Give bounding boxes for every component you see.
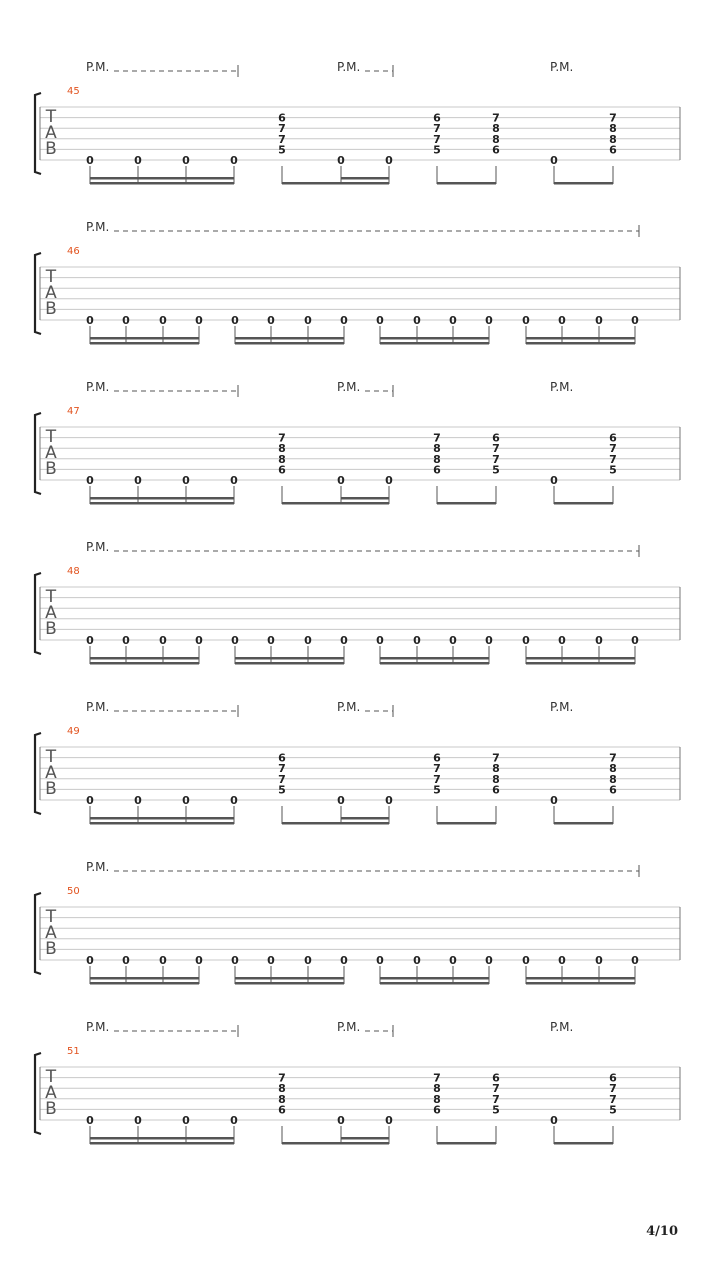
fret-number: 0 (337, 154, 345, 167)
fret-number: 7 (609, 1082, 617, 1096)
fret-number: 0 (558, 954, 566, 967)
fret-number: 5 (609, 1103, 617, 1117)
fret-number: 0 (385, 794, 393, 807)
tab-clef-letter: A (45, 443, 57, 463)
tab-clef-letter: A (45, 603, 57, 623)
fret-number: 7 (433, 431, 441, 445)
beam-eighth (554, 182, 613, 185)
fret-number: 5 (278, 783, 286, 797)
fret-number: 6 (433, 463, 441, 477)
fret-number: 0 (449, 954, 457, 967)
fret-number: 0 (631, 634, 639, 647)
fret-number: 0 (230, 474, 238, 487)
fret-number: 7 (278, 431, 286, 445)
fret-number: 0 (631, 314, 639, 327)
fret-number: 0 (134, 154, 142, 167)
tab-clef-letter: T (45, 107, 57, 127)
fret-number: 7 (278, 132, 286, 146)
palm-mute-label: P.M. (86, 220, 110, 234)
fret-number: 8 (278, 1082, 286, 1096)
fret-number: 0 (413, 314, 421, 327)
fret-number: 8 (278, 452, 286, 466)
fret-number: 0 (267, 634, 275, 647)
fret-number: 0 (86, 154, 94, 167)
fret-number: 0 (122, 634, 130, 647)
fret-number: 0 (485, 314, 493, 327)
fret-number: 7 (492, 1092, 500, 1106)
fret-number: 0 (231, 634, 239, 647)
beam-sixteenth-partial (341, 822, 389, 825)
palm-mute-label: P.M. (550, 60, 574, 74)
beam-sixteenth-group (90, 182, 234, 185)
beam-sixteenth-group (380, 342, 489, 345)
fret-number: 5 (609, 463, 617, 477)
fret-number: 0 (86, 474, 94, 487)
fret-number: 6 (609, 783, 617, 797)
fret-number: 8 (609, 132, 617, 146)
tab-clef-letter: A (45, 123, 57, 143)
fret-number: 7 (433, 132, 441, 146)
beam-eighth (437, 502, 496, 505)
fret-number: 0 (413, 954, 421, 967)
fret-number: 8 (278, 1092, 286, 1106)
tab-clef-letter: A (45, 283, 57, 303)
fret-number: 0 (376, 314, 384, 327)
fret-number: 0 (340, 634, 348, 647)
tab-clef-letter: T (45, 1067, 57, 1087)
fret-number: 0 (522, 954, 530, 967)
beam-eighth (437, 1142, 496, 1145)
fret-number: 7 (278, 762, 286, 776)
fret-number: 0 (267, 314, 275, 327)
tab-system (35, 540, 680, 665)
palm-mute-label: P.M. (550, 1020, 574, 1034)
fret-number: 0 (595, 314, 603, 327)
fret-number: 0 (522, 634, 530, 647)
fret-number: 0 (195, 954, 203, 967)
beam-sixteenth-partial (341, 502, 389, 505)
beam-sixteenth-group (526, 982, 635, 985)
fret-number: 6 (609, 431, 617, 445)
fret-number: 0 (267, 954, 275, 967)
beam-sixteenth-group (526, 342, 635, 345)
beam-sixteenth-group (235, 337, 344, 340)
fret-number: 6 (492, 431, 500, 445)
beam-eighth (554, 502, 613, 505)
fret-number: 8 (609, 762, 617, 776)
beam-sixteenth-group (90, 977, 199, 980)
beam-sixteenth-partial (341, 1137, 389, 1140)
tab-clef-letter: A (45, 923, 57, 943)
palm-mute-label: P.M. (337, 60, 361, 74)
tab-clef-letter: A (45, 1083, 57, 1103)
beam-sixteenth-group (526, 662, 635, 665)
fret-number: 0 (86, 1114, 94, 1127)
palm-mute-label: P.M. (86, 860, 110, 874)
fret-number: 0 (134, 474, 142, 487)
tab-clef-letter: T (45, 267, 57, 287)
fret-number: 0 (376, 954, 384, 967)
fret-number: 0 (337, 474, 345, 487)
beam-sixteenth-group (380, 657, 489, 660)
fret-number: 0 (195, 314, 203, 327)
beam-sixteenth-group (90, 822, 234, 825)
fret-number: 6 (492, 783, 500, 797)
beam-eighth (437, 822, 496, 825)
fret-number: 0 (230, 1114, 238, 1127)
beam-sixteenth-group (380, 337, 489, 340)
fret-number: 6 (433, 111, 441, 125)
fret-number: 6 (278, 111, 286, 125)
beam-sixteenth-group (380, 982, 489, 985)
beam-sixteenth-group (90, 497, 234, 500)
fret-number: 0 (550, 794, 558, 807)
tab-clef-letter: B (45, 139, 57, 159)
fret-number: 0 (86, 634, 94, 647)
tab-clef-letter: B (45, 299, 57, 319)
fret-number: 0 (522, 314, 530, 327)
fret-number: 0 (231, 314, 239, 327)
fret-number: 8 (609, 122, 617, 136)
fret-number: 7 (492, 111, 500, 125)
fret-number: 0 (122, 314, 130, 327)
fret-number: 0 (304, 954, 312, 967)
fret-number: 0 (558, 634, 566, 647)
beam-sixteenth-group (235, 982, 344, 985)
measure-number: 49 (67, 726, 80, 737)
fret-number: 0 (485, 954, 493, 967)
beam-sixteenth-group (235, 342, 344, 345)
fret-number: 0 (86, 954, 94, 967)
measure-number: 46 (67, 246, 80, 257)
fret-number: 7 (609, 111, 617, 125)
beam-sixteenth-group (90, 662, 199, 665)
tab-clef-letter: B (45, 779, 57, 799)
fret-number: 6 (492, 143, 500, 157)
fret-number: 0 (134, 1114, 142, 1127)
fret-number: 8 (492, 122, 500, 136)
fret-number: 0 (230, 154, 238, 167)
fret-number: 0 (558, 314, 566, 327)
beam-sixteenth-group (90, 817, 234, 820)
beam-sixteenth-group (380, 662, 489, 665)
fret-number: 7 (609, 1092, 617, 1106)
fret-number: 0 (182, 794, 190, 807)
beam-eighth (554, 1142, 613, 1145)
beam-sixteenth-group (90, 177, 234, 180)
fret-number: 0 (550, 1114, 558, 1127)
fret-number: 0 (159, 314, 167, 327)
tab-clef-letter: T (45, 907, 57, 927)
fret-number: 5 (278, 143, 286, 157)
fret-number: 7 (609, 442, 617, 456)
fret-number: 0 (182, 474, 190, 487)
beam-sixteenth-group (90, 337, 199, 340)
fret-number: 0 (159, 634, 167, 647)
fret-number: 0 (449, 634, 457, 647)
fret-number: 0 (159, 954, 167, 967)
beam-sixteenth-partial (341, 1142, 389, 1145)
fret-number: 7 (492, 442, 500, 456)
fret-number: 0 (337, 794, 345, 807)
fret-number: 0 (385, 474, 393, 487)
palm-mute-label: P.M. (86, 700, 110, 714)
fret-number: 6 (278, 463, 286, 477)
tab-clef-letter: A (45, 763, 57, 783)
fret-number: 7 (492, 1082, 500, 1096)
fret-number: 8 (492, 132, 500, 146)
palm-mute-label: P.M. (337, 700, 361, 714)
fret-number: 0 (122, 954, 130, 967)
fret-number: 6 (433, 1103, 441, 1117)
fret-number: 0 (304, 314, 312, 327)
tab-system (35, 860, 680, 985)
fret-number: 0 (550, 154, 558, 167)
fret-number: 8 (433, 1082, 441, 1096)
fret-number: 0 (595, 954, 603, 967)
measure-number: 48 (67, 566, 80, 577)
fret-number: 0 (134, 794, 142, 807)
fret-number: 8 (433, 442, 441, 456)
page-indicator-text: 4/10 (646, 1224, 678, 1239)
tab-clef-letter: B (45, 939, 57, 959)
fret-number: 0 (550, 474, 558, 487)
fret-number: 7 (492, 452, 500, 466)
fret-number: 0 (195, 634, 203, 647)
beam-sixteenth-group (90, 1137, 234, 1140)
fret-number: 6 (433, 751, 441, 765)
palm-mute-label: P.M. (86, 1020, 110, 1034)
fret-number: 8 (433, 1092, 441, 1106)
beam-sixteenth-group (235, 662, 344, 665)
beam-eighth (554, 822, 613, 825)
fret-number: 7 (433, 762, 441, 776)
fret-number: 0 (340, 954, 348, 967)
beam-sixteenth-partial (341, 497, 389, 500)
fret-number: 0 (485, 634, 493, 647)
beam-sixteenth-group (526, 977, 635, 980)
fret-number: 7 (278, 1071, 286, 1085)
fret-number: 0 (595, 634, 603, 647)
fret-number: 6 (609, 143, 617, 157)
palm-mute-label: P.M. (550, 380, 574, 394)
tab-clef-letter: B (45, 1099, 57, 1119)
fret-number: 0 (385, 154, 393, 167)
fret-number: 0 (413, 634, 421, 647)
fret-number: 7 (278, 772, 286, 786)
tab-system (35, 1020, 680, 1145)
fret-number: 6 (278, 751, 286, 765)
fret-number: 5 (433, 143, 441, 157)
fret-number: 0 (182, 1114, 190, 1127)
fret-number: 6 (492, 1071, 500, 1085)
tab-clef-letter: B (45, 619, 57, 639)
palm-mute-label: P.M. (337, 1020, 361, 1034)
beam-eighth (437, 182, 496, 185)
tab-system (35, 700, 680, 825)
fret-number: 0 (304, 634, 312, 647)
beam-sixteenth-group (90, 982, 199, 985)
fret-number: 0 (385, 1114, 393, 1127)
tab-clef-letter: T (45, 427, 57, 447)
fret-number: 6 (278, 1103, 286, 1117)
measure-number: 47 (67, 406, 80, 417)
fret-number: 7 (433, 1071, 441, 1085)
fret-number: 7 (609, 452, 617, 466)
fret-number: 7 (278, 122, 286, 136)
fret-number: 5 (492, 1103, 500, 1117)
palm-mute-label: P.M. (86, 60, 110, 74)
beam-sixteenth-group (526, 657, 635, 660)
beam-sixteenth-group (90, 502, 234, 505)
fret-number: 7 (433, 772, 441, 786)
fret-number: 0 (340, 314, 348, 327)
beam-sixteenth-group (235, 657, 344, 660)
palm-mute-label: P.M. (86, 380, 110, 394)
beam-sixteenth-group (90, 657, 199, 660)
fret-number: 5 (492, 463, 500, 477)
fret-number: 5 (433, 783, 441, 797)
fret-number: 0 (337, 1114, 345, 1127)
fret-number: 7 (492, 751, 500, 765)
palm-mute-label: P.M. (86, 540, 110, 554)
measure-number: 51 (67, 1046, 80, 1057)
tab-clef-letter: B (45, 459, 57, 479)
palm-mute-label: P.M. (550, 700, 574, 714)
fret-number: 0 (631, 954, 639, 967)
fret-number: 8 (609, 772, 617, 786)
fret-number: 8 (278, 442, 286, 456)
tab-clef-letter: T (45, 587, 57, 607)
fret-number: 0 (182, 154, 190, 167)
fret-number: 0 (86, 314, 94, 327)
beam-sixteenth-partial (341, 182, 389, 185)
fret-number: 8 (492, 772, 500, 786)
beam-sixteenth-group (380, 977, 489, 980)
fret-number: 0 (86, 794, 94, 807)
measure-number: 45 (67, 86, 80, 97)
fret-number: 0 (376, 634, 384, 647)
beam-sixteenth-partial (341, 817, 389, 820)
tab-system (35, 220, 680, 345)
fret-number: 6 (609, 1071, 617, 1085)
fret-number: 7 (609, 751, 617, 765)
tab-system (35, 380, 680, 505)
measure-number: 50 (67, 886, 80, 897)
beam-sixteenth-group (90, 342, 199, 345)
fret-number: 7 (433, 122, 441, 136)
fret-number: 8 (492, 762, 500, 776)
fret-number: 8 (433, 452, 441, 466)
fret-number: 0 (449, 314, 457, 327)
beam-sixteenth-partial (341, 177, 389, 180)
fret-number: 0 (230, 794, 238, 807)
palm-mute-label: P.M. (337, 380, 361, 394)
beam-sixteenth-group (235, 977, 344, 980)
tab-system (35, 60, 680, 185)
fret-number: 0 (231, 954, 239, 967)
tab-clef-letter: T (45, 747, 57, 767)
beam-sixteenth-group (90, 1142, 234, 1145)
beam-sixteenth-group (526, 337, 635, 340)
